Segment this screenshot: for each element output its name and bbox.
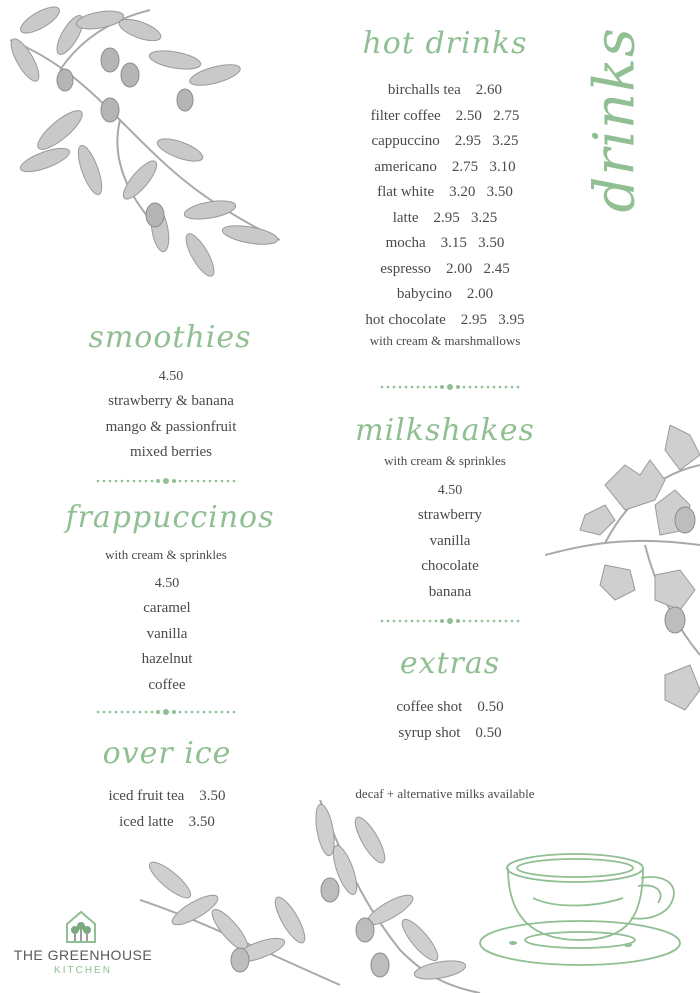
- fig-branch-right-illustration: [545, 425, 700, 745]
- menu-item: iced fruit tea 3.50: [108, 788, 226, 804]
- milkshakes-price: 4.50: [437, 483, 463, 498]
- olive-branch-top-left-illustration: [0, 0, 300, 290]
- menu-item: cappuccino 2.95 3.25: [371, 133, 519, 149]
- menu-item: flat white 3.20 3.50: [377, 184, 513, 200]
- menu-item: syrup shot 0.50: [398, 724, 502, 741]
- menu-item: espresso 2.00 2.45: [380, 260, 510, 277]
- smoothies-title: smoothies: [88, 320, 252, 355]
- menu-item: americano 2.75 3.10: [374, 158, 516, 175]
- menu-item: vanilla: [146, 625, 188, 642]
- dotted-divider: [380, 618, 520, 624]
- menu-item: coffee shot 0.50: [396, 699, 504, 715]
- hot-drinks-list: [330, 78, 560, 349]
- menu-item: filter coffee 2.50 2.75: [370, 107, 520, 124]
- footer-note: decaf + alternative milks available: [355, 786, 535, 801]
- side-title-drinks: drinks: [582, 27, 648, 213]
- menu-item: mocha 3.15 3.50: [385, 235, 505, 251]
- logo-line-2: KITCHEN: [54, 965, 112, 976]
- menu-item: latte 2.95 3.25: [392, 209, 498, 226]
- frappuccinos-list: [56, 596, 278, 698]
- menu-item: babycino 2.00: [396, 286, 494, 302]
- hot-drinks-title: hot drinks: [362, 26, 528, 61]
- menu-item: hot chocolate 2.95 3.95: [365, 311, 525, 328]
- menu-item: banana: [428, 583, 472, 600]
- dotted-divider: [380, 384, 520, 390]
- menu-item: iced latte 3.50: [119, 813, 215, 830]
- milkshakes-list: [340, 503, 560, 605]
- over-ice-list: [56, 784, 278, 835]
- menu-item: strawberry: [417, 507, 483, 523]
- milkshakes-title: milkshakes: [355, 413, 535, 448]
- milkshakes-subtitle: with cream & sprinkles: [384, 453, 506, 468]
- menu-item: hazelnut: [141, 651, 193, 667]
- teacup-illustration: [473, 848, 688, 973]
- menu-item: strawberry & banana: [108, 393, 234, 409]
- smoothies-list: [60, 389, 282, 466]
- frappuccinos-title: frappuccinos: [65, 500, 275, 535]
- over-ice-title: over ice: [102, 736, 232, 771]
- smoothies-price: 4.50: [158, 369, 184, 384]
- menu-item: caramel: [143, 600, 191, 616]
- frappuccinos-price: 4.50: [154, 576, 180, 591]
- hot-chocolate-note: with cream & marshmallows: [369, 333, 521, 348]
- extras-list: [340, 695, 560, 746]
- frappuccinos-subtitle: with cream & sprinkles: [105, 547, 227, 562]
- logo-line-1: THE GREENHOUSE: [13, 947, 153, 963]
- dotted-divider: [96, 478, 236, 484]
- menu-item: vanilla: [429, 532, 471, 549]
- greenhouse-logo: [8, 910, 158, 980]
- extras-title: extras: [399, 646, 501, 681]
- menu-item: mixed berries: [129, 444, 213, 460]
- dotted-divider: [96, 709, 236, 715]
- greenhouse-house-icon: [65, 910, 97, 949]
- menu-item: chocolate: [421, 558, 479, 574]
- menu-item: birchalls tea 2.60: [387, 82, 503, 98]
- menu-item: mango & passionfruit: [105, 418, 237, 435]
- menu-item: coffee: [148, 676, 186, 693]
